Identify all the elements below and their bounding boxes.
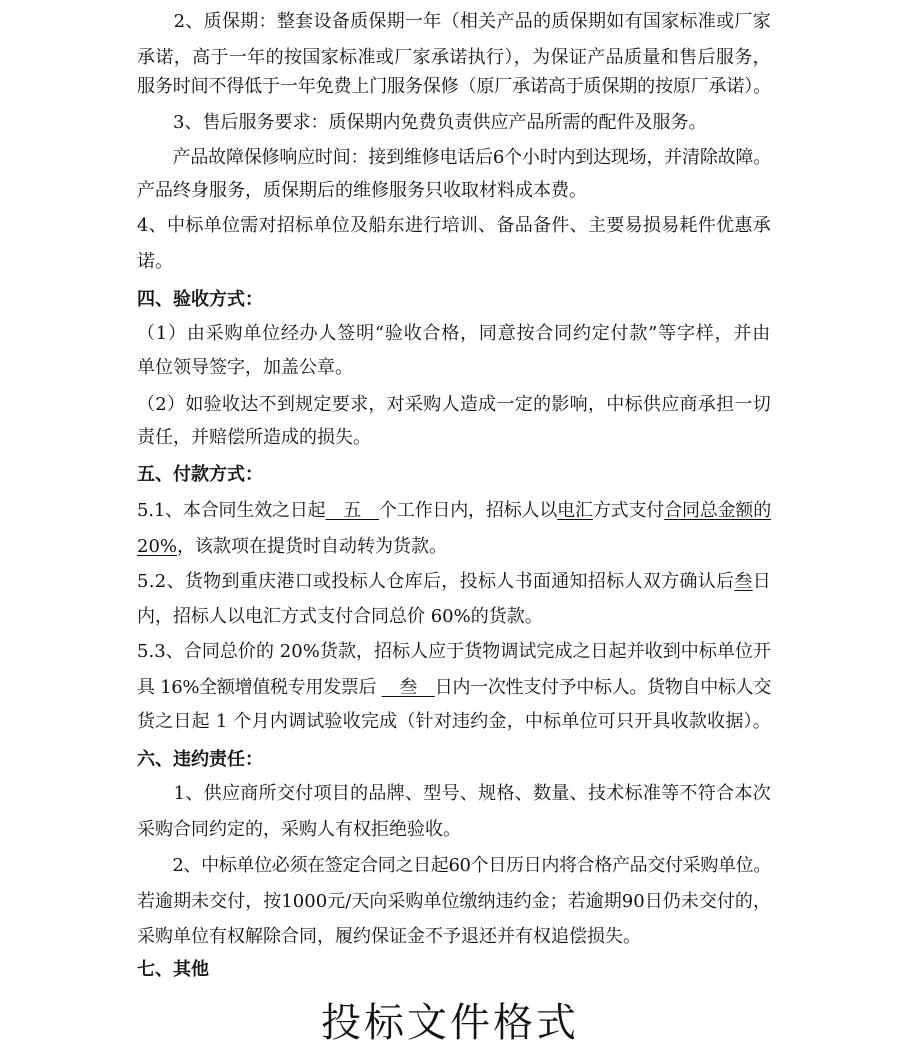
paragraph-line: 诺。	[137, 251, 173, 272]
paragraph-line: 货之日起 1 个月内调试验收完成（针对违约金，中标单位可只开具收款收据）。	[137, 711, 771, 732]
text: 方式支付	[592, 500, 665, 521]
paragraph-line	[137, 499, 771, 523]
paragraph-line: 内，招标人以电汇方式支付合同总价 60%的货款。	[137, 606, 543, 627]
paragraph-line: 责任，并赔偿所造成的损失。	[137, 427, 371, 448]
text: 5.2、货物到重庆港口或投标人仓库后，投标人书面通知招标人双方确认后	[137, 571, 735, 592]
paragraph-line: 3、售后服务要求：质保期内免费负责供应产品所需的配件及服务。	[137, 112, 707, 133]
paragraph-line: 采购合同约定的，采购人有权拒绝验收。	[137, 819, 461, 840]
text: 日内一次性支付予中标人。货物自中标人交	[434, 677, 772, 698]
section-heading: 六、违约责任：	[137, 749, 263, 770]
paragraph-line: 产品故障保修响应时间：接到维修电话后6个小时内到达现场，并清除故障。	[137, 147, 771, 168]
paragraph-line: 若逾期未交付，按1000元/天向采购单位缴纳违约金；若逾期90日仍未交付的，	[137, 891, 771, 912]
filled-blank: 五	[325, 500, 379, 521]
filled-blank: 叁	[381, 677, 435, 698]
paragraph-line: 采购单位有权解除合同，履约保证金不予退还并有权追偿损失。	[137, 926, 641, 947]
paragraph-line	[137, 570, 771, 594]
paragraph-line: 产品终身服务，质保期后的维修服务只收取材料成本费。	[137, 180, 587, 201]
paragraph-line	[137, 676, 771, 700]
paragraph-line: 4、中标单位需对招标单位及船东进行培训、备品备件、主要易损易耗件优惠承	[137, 215, 771, 236]
text: 个工作日内，招标人以	[378, 500, 558, 521]
filled-blank: 20%	[137, 536, 178, 557]
section-heading: 四、验收方式：	[137, 289, 263, 310]
paragraph-line: 承诺，高于一年的按国家标准或厂家承诺执行），为保证产品质量和售后服务，	[137, 47, 771, 68]
filled-blank: 合同总金额的	[664, 500, 772, 521]
filled-blank: 电汇	[557, 500, 593, 521]
paragraph-line: 服务时间不得低于一年免费上门服务保修（原厂承诺高于质保期的按原厂承诺）。	[137, 76, 771, 97]
section-heading: 七、其他	[137, 959, 209, 980]
paragraph-line: 单位领导签字，加盖公章。	[137, 357, 353, 378]
paragraph-line: （1）由采购单位经办人签明“验收合格，同意按合同约定付款”等字样，并由	[137, 323, 771, 344]
section-title: 投标文件格式	[321, 1000, 579, 1046]
paragraph-line: 5.3、合同总价的 20%货款，招标人应于货物调试完成之日起并收到中标单位开	[137, 641, 771, 662]
paragraph-line: 2、中标单位必须在签定合同之日起60个日历日内将合格产品交付采购单位。	[137, 855, 771, 876]
text: 5.1、本合同生效之日起	[137, 500, 326, 521]
text: 日	[752, 571, 772, 592]
section-heading: 五、付款方式：	[137, 464, 263, 485]
paragraph-line: 2、质保期：整套设备质保期一年（相关产品的质保期如有国家标准或厂家	[137, 11, 771, 32]
paragraph-line: （2）如验收达不到规定要求，对采购人造成一定的影响，中标供应商承担一切	[137, 394, 771, 415]
paragraph-line	[137, 535, 771, 559]
text: 具 16%全额增值税专用发票后	[137, 677, 382, 698]
paragraph-line: 1、供应商所交付项目的品牌、型号、规格、数量、技术标准等不符合本次	[137, 783, 771, 804]
text: ，该款项在提货时自动转为货款。	[177, 536, 448, 557]
filled-blank: 叁	[734, 571, 753, 592]
